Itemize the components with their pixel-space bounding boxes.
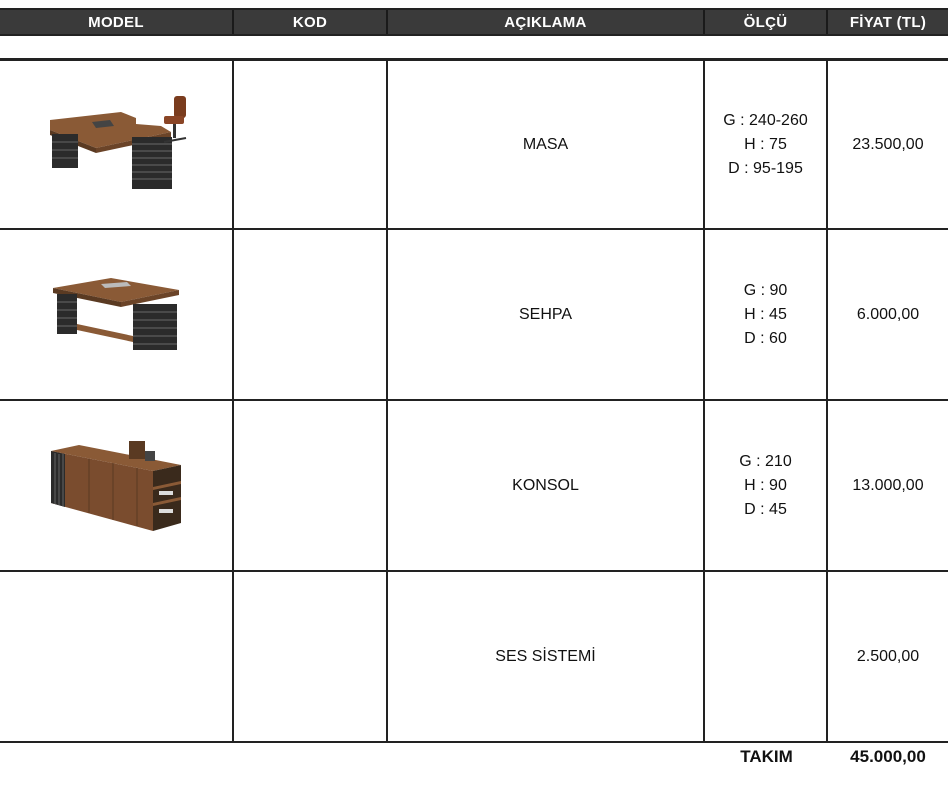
fiyat-cell: 23.500,00 <box>852 135 924 153</box>
total-value: 45.000,00 <box>850 747 926 766</box>
header-fiyat: FİYAT (TL) <box>849 13 927 31</box>
coffee-table-image <box>0 230 234 399</box>
dim-h: H : 45 <box>744 305 787 323</box>
header-model: MODEL <box>0 10 234 34</box>
table-row <box>0 59 948 230</box>
kod-cell <box>234 401 388 570</box>
header-olcu: ÖLÇÜ <box>705 10 828 34</box>
header-aciklama: AÇIKLAMA <box>388 10 705 34</box>
dim-g: G : 90 <box>743 281 788 299</box>
dim-d: D : 45 <box>744 500 787 518</box>
dim-h: H : 75 <box>744 135 787 153</box>
empty-image-cell <box>0 572 234 741</box>
dim-g: G : 210 <box>739 452 792 470</box>
table-header <box>0 8 948 36</box>
aciklama-cell: KONSOL <box>388 401 705 570</box>
dim-d: D : 60 <box>744 329 787 347</box>
aciklama-cell: SES SİSTEMİ <box>388 572 705 741</box>
table-row <box>0 401 948 572</box>
aciklama-cell: SEHPA <box>388 230 705 399</box>
total-row <box>0 742 948 772</box>
olcu-cell <box>705 572 828 741</box>
table-body <box>0 59 948 743</box>
table-row <box>0 230 948 401</box>
kod-cell <box>234 61 388 228</box>
dim-g: G : 240-260 <box>723 111 808 129</box>
olcu-cell <box>705 230 828 399</box>
header-spacer <box>0 36 948 60</box>
dim-h: H : 90 <box>744 476 787 494</box>
fiyat-cell: 6.000,00 <box>856 305 920 323</box>
desk-image <box>0 61 234 228</box>
fiyat-cell: 13.000,00 <box>852 476 924 494</box>
console-image <box>0 401 234 570</box>
dim-d: D : 95-195 <box>728 159 803 177</box>
kod-cell <box>234 230 388 399</box>
olcu-cell <box>705 401 828 570</box>
aciklama-cell: MASA <box>388 61 705 228</box>
total-label: TAKIM <box>740 747 793 766</box>
kod-cell <box>234 572 388 741</box>
fiyat-cell: 2.500,00 <box>856 647 920 665</box>
table-row <box>0 572 948 743</box>
header-kod: KOD <box>234 10 388 34</box>
olcu-cell <box>705 61 828 228</box>
